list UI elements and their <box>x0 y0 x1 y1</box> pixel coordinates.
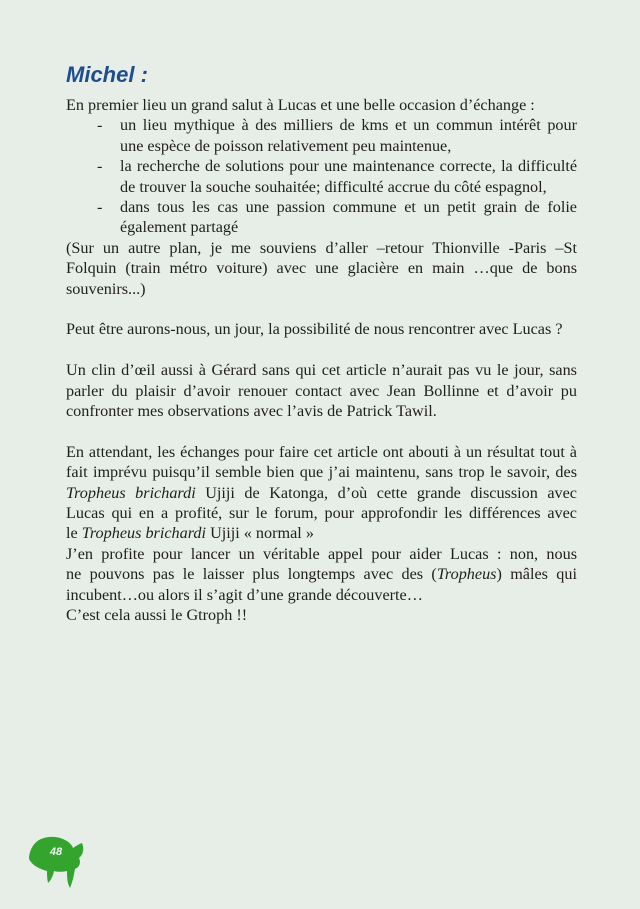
text-line <box>66 279 577 299</box>
text-segment: Folquin (train métro voiture) avec une glacière en main …que de bons <box>66 259 577 278</box>
fish-silhouette <box>29 837 83 888</box>
text-segment: Lucas qui en a profité, sur le forum, pour approfondir les différences avec <box>66 504 577 523</box>
text-line <box>120 217 577 237</box>
text-line <box>120 115 577 135</box>
text-line <box>120 177 577 197</box>
text-line <box>66 544 577 564</box>
text-segment: de trouver la souche souhaitée; difficulté accrue du côté espagnol, <box>120 177 547 196</box>
species-name-italic: Tropheus brichardi <box>66 483 196 502</box>
text-segment: Peut être aurons-nous, un jour, la possibilité de nous rencontrer avec Lucas ? <box>66 320 563 339</box>
paragraph <box>66 360 577 421</box>
fish-icon <box>26 835 88 889</box>
text-line <box>66 483 577 503</box>
text-line <box>66 401 577 421</box>
bullet-item <box>66 197 577 238</box>
text-segment: fait imprévu puisqu’il semble bien que j’ai maintenu, sans trop le savoir, des <box>66 463 577 482</box>
paragraph <box>66 442 577 544</box>
text-segment: C’est cela aussi le Gtroph !! <box>66 606 248 625</box>
text-segment: une espèce de poisson relativement peu maintenue, <box>120 136 452 155</box>
text-line <box>66 319 577 339</box>
text-segment: ne pouvons pas le laisser plus longtemps avec des ( <box>66 565 437 584</box>
page-footer-logo <box>26 835 88 889</box>
text-line <box>66 605 577 625</box>
paragraph <box>66 238 577 299</box>
bullet-marker: - <box>97 198 103 217</box>
species-name-italic: Tropheus <box>436 565 497 584</box>
bullet-marker: - <box>97 116 103 135</box>
page-number: 48 <box>49 846 63 858</box>
text-segment: En premier lieu un grand salut à Lucas et une belle occasion d’échange : <box>66 96 535 114</box>
bullet-item <box>66 156 577 197</box>
text-segment: souvenirs...) <box>66 279 146 298</box>
text-line <box>120 136 577 156</box>
text-segment: En attendant, les échanges pour faire cet article ont abouti à un résultat tout à <box>66 442 577 461</box>
bullet-item <box>66 115 577 156</box>
text-segment: également partagé <box>120 218 239 237</box>
text-segment: le <box>66 524 82 543</box>
text-segment: incubent…ou alors il s’agit d’une grande découverte… <box>66 585 423 604</box>
species-name-italic: Tropheus brichardi <box>81 524 207 543</box>
text-segment: un lieu mythique à des milliers de kms et un commun intérêt pour <box>120 116 577 135</box>
text-line <box>66 523 577 543</box>
text-segment: Ujiji « normal » <box>206 524 314 543</box>
text-line <box>66 95 577 115</box>
text-segment: ) mâles qui <box>496 565 577 584</box>
text-line <box>66 360 577 380</box>
text-segment: J’en profite pour lancer un véritable appel pour aider Lucas : non, nous <box>66 544 577 563</box>
text-line <box>66 585 577 605</box>
text-segment: parler du plaisir d’avoir renouer contact avec Jean Bollinne et d’avoir pu <box>66 381 577 400</box>
text-line <box>120 197 577 217</box>
text-line <box>66 258 577 278</box>
page-title: Michel : <box>66 62 148 87</box>
text-line <box>66 238 577 258</box>
text-line <box>66 564 577 584</box>
paragraph <box>66 605 577 625</box>
bullet-marker: - <box>97 157 103 176</box>
paragraph <box>66 95 577 115</box>
text-line <box>66 503 577 523</box>
paragraph <box>66 319 577 339</box>
text-segment: confronter mes observations avec l’avis de Patrick Tawil. <box>66 402 437 421</box>
text-line <box>66 381 577 401</box>
text-line <box>66 442 577 462</box>
text-segment: la recherche de solutions pour une maintenance correcte, la difficulté <box>120 157 577 176</box>
text-segment: Ujiji de Katonga, d’où cette grande discussion avec <box>195 483 577 502</box>
text-column <box>66 62 577 626</box>
text-segment: dans tous les cas une passion commune et un petit grain de folie <box>120 198 577 217</box>
text-segment: Un clin d’œil aussi à Gérard sans qui cet article n’aurait pas vu le jour, sans <box>66 361 577 380</box>
text-line <box>66 462 577 482</box>
paragraph <box>66 544 577 605</box>
body-text <box>66 95 577 626</box>
text-line <box>120 156 577 176</box>
text-segment: (Sur un autre plan, je me souviens d’aller –retour Thionville -Paris –St <box>66 238 577 257</box>
